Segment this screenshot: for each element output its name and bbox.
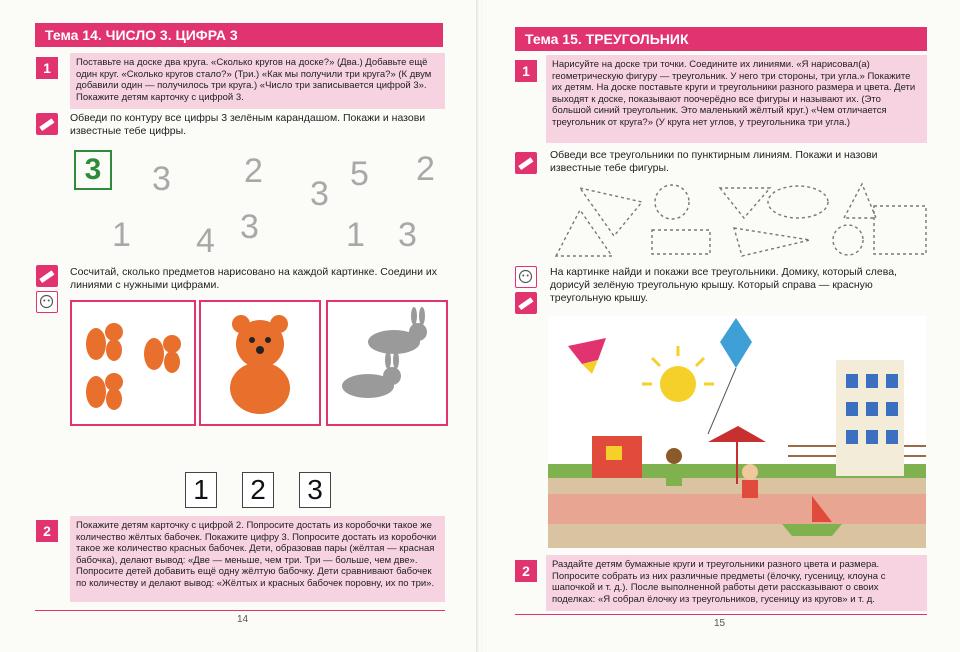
footer-line — [35, 610, 445, 611]
dotted-digit[interactable]: 3 — [240, 208, 259, 246]
page-number: 14 — [237, 614, 249, 625]
dotted-digit[interactable]: 1 — [346, 216, 365, 254]
rabbits-picture — [326, 300, 448, 426]
dotted-digit[interactable]: 4 — [196, 222, 215, 260]
teacher-instruction: Раздайте детям бумажные круги и треугольники разного цвета и размера. Попросите собрать из них различные предметы (ёлочку, гусеницу, клоуна с шапочкой и т. д.). После выполненной работы дети рассказывают о своих поделках: «Я собрал ёлочку из треугольников, гусеницу из кругов» и т. д. — [546, 555, 927, 611]
dotted-digit[interactable]: 3 — [398, 216, 417, 254]
number-card[interactable]: 1 — [185, 472, 217, 508]
left-page — [0, 0, 478, 652]
footer-line — [515, 614, 927, 615]
dotted-digit[interactable]: 3 — [152, 160, 171, 198]
bear-picture — [199, 300, 321, 426]
page-number: 15 — [714, 618, 726, 629]
task-number-badge: 1 — [515, 60, 537, 82]
task-number-badge: 1 — [36, 57, 58, 79]
topic-header: Тема 15. ТРЕУГОЛЬНИК — [515, 27, 927, 51]
pencil-icon — [515, 152, 537, 174]
exercise-instruction: Обведи все треугольники по пунктирным линиям. Покажи и назови известные тебе фигуры. — [550, 149, 878, 174]
exercise-instruction: На картинке найди и покажи все треугольники. Домику, который слева, дорисуй зелёную треугольную крышу. Который справа — красную треугольную крышу. — [550, 266, 897, 304]
exercise-instruction: Сосчитай, сколько предметов нарисовано на каждой картинке. Соедини их линиями с нужными цифрами. — [70, 266, 438, 291]
number-card[interactable]: 2 — [242, 472, 274, 508]
exercise-instruction: Обведи по контуру все цифры 3 зелёным карандашом. Покажи и назови известные тебе цифры. — [70, 112, 426, 137]
dotted-digit[interactable]: 2 — [244, 152, 263, 190]
teacher-instruction: Нарисуйте на доске три точки. Соедините их линиями. «Я нарисовал(а) геометрическую фигуру — треугольник. У него три стороны, три угла.» Покажите их детям. На доске поставьте круги и треугольники разного размера и цвета. Дети выходят к доске, показывают поочерёдно все фигуры и называют их. (Это большой синий треугольник. Это маленький жёлтый круг.) «Чем отличается треугольник от круга?» (У круга нет углов, у треугольника три угла.) — [546, 55, 927, 143]
pencil-icon — [515, 292, 537, 314]
pencil-icon — [36, 265, 58, 287]
dotted-digit[interactable]: 1 — [112, 216, 131, 254]
task-number-badge: 2 — [515, 560, 537, 582]
number-card[interactable]: 3 — [299, 472, 331, 508]
green-digit-3-box: 3 — [74, 150, 112, 190]
pencil-icon — [36, 113, 58, 135]
right-page — [482, 0, 960, 652]
teacher-instruction: Поставьте на доске два круга. «Сколько кругов на доске?» (Два.) Добавьте ещё один круг. «Сколько кругов стало?» (Три.) «Как мы получили три круга?» (К двум добавили один — получилось три круга.) «Число три записывается цифрой 3». Покажите детям карточку с цифрой 3. — [70, 53, 445, 109]
squirrels-picture — [70, 300, 196, 426]
playground-scene — [548, 316, 926, 548]
task-number-badge: 2 — [36, 520, 58, 542]
teacher-instruction: Покажите детям карточку с цифрой 2. Попросите достать из коробочки такое же количество жёлтых бабочек. Покажите цифру 3. Попросите достать из коробочки такое же количество красных бабочек. Дети, образовав пары (жёлтая — красная бабочка), делают вывод: «Две — меньше, чем три. Три — больше, чем две». Попросите детей добавить ещё одну жёлтую бабочку. Дети сравнивают бабочек по количеству и делают вывод: «Жёлтых и красных бабочек поровну, их по три». — [70, 516, 445, 602]
dotted-digit[interactable]: 3 — [310, 175, 329, 213]
face-icon — [515, 266, 537, 288]
dotted-shapes[interactable] — [542, 178, 932, 260]
topic-header: Тема 14. ЧИСЛО 3. ЦИФРА 3 — [35, 23, 443, 47]
face-icon — [36, 291, 58, 313]
dotted-digit[interactable]: 5 — [350, 155, 369, 193]
dotted-digit[interactable]: 2 — [416, 150, 435, 188]
